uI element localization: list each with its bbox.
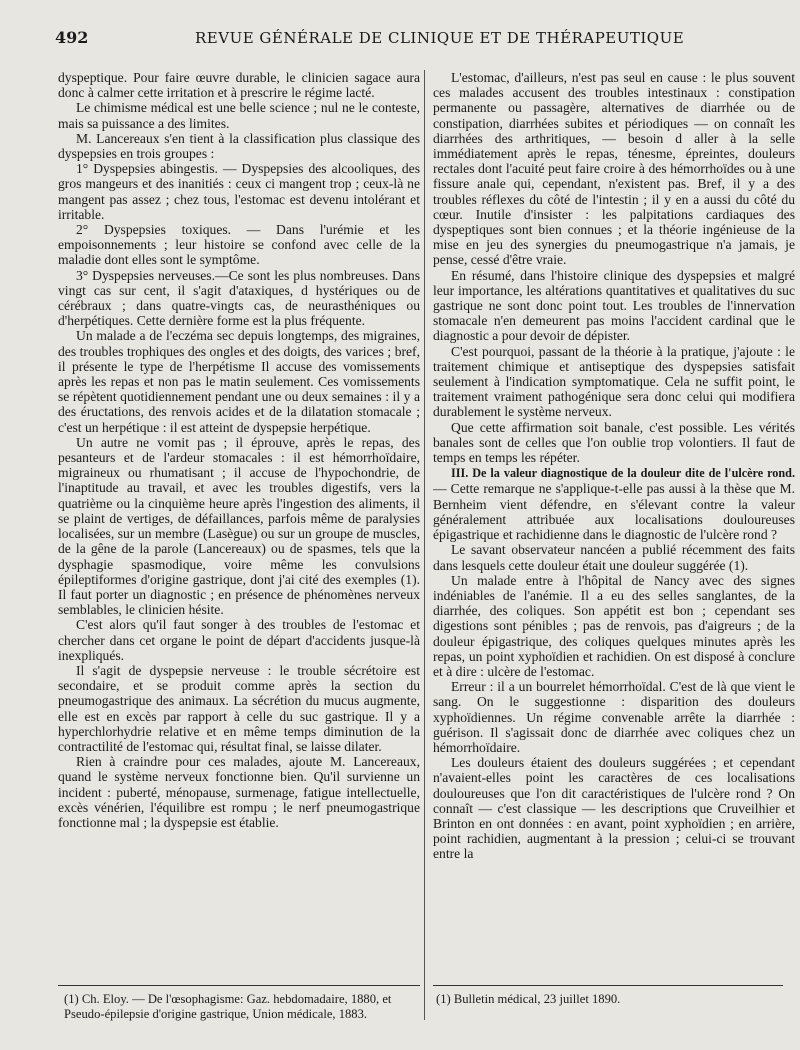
section-paragraph xyxy=(433,465,795,542)
paragraph: M. Lancereaux s'en tient à la classification plus classique des dyspepsies en trois groupes : xyxy=(58,130,420,162)
paragraph: Un malade entre à l'hôpital de Nancy avec des signes indéniables de l'anémie. Il a eu des selles sanglantes, de la diarrhée, des coliques. Son appétit est bon ; cependant ses digestions sont pénibles ; pas de renvois, pas d'aigreurs ; de la douleur épigastrique, des coliques quelques minutes après les repas, un point xyphoïdien et rachidien. On est disposé à conclure et à dire : ulcère de l'estomac. xyxy=(433,572,795,679)
column-divider xyxy=(424,70,425,1020)
paragraph: C'est alors qu'il faut songer à des troubles de l'estomac et chercher dans cet organe le point de départ d'accidents jusque-là inexpliqués. xyxy=(58,617,420,663)
paragraph: Erreur : il a un bourrelet hémorrhoïdal. C'est de là que vient le sang. On le suggestionne : disparition des douleurs xyphoïdiennes. Un régime convenable arrête la diarrhée : guérison. Il s'agissait donc de diarrhée avec coliques chez un hémorrhoïdaire. xyxy=(433,679,795,755)
paragraph: L'estomac, d'ailleurs, n'est pas seul en cause : le plus souvent ces malades accusent des troubles intestinaux : constipation permanente ou passagère, alternatives de diarrhée ou de constipation, diarrhées subites et périodiques — on connaît les diarrhées des arthritiques, — besoin d aller à la selle immédiatement après le repas, ténesme, épreintes, douleurs rectales dont l'acuité peut faire croire à des hémorrhoïdes ou à une fissure anale qui, cependant, n'existent pas. Bref, il y a des troubles réflexes du côté de l'intestin ; il y en a aussi du côté du cœur. Inutile d'insister : les palpitations cardiaques des dyspeptiques sont bien connues ; et la théorie ingénieuse de la mise en jeu des synergies du pneumogastrique n'a jamais, je pense, cessé d'être vraie. xyxy=(433,70,795,268)
left-column xyxy=(58,70,420,975)
footnote-rule-left xyxy=(58,985,420,986)
paragraph: En résumé, dans l'histoire clinique des dyspepsies et malgré leur importance, les altérations quantitatives et qualitatives du suc gastrique ne sont donc point tout. Les troubles de l'innervation stomacale n'en demeurent pas moins l'accident cardinal que le diagnostic a pour devoir de dépister. xyxy=(433,267,795,344)
paragraph: 3° Dyspepsies nerveuses.—Ce sont les plus nombreuses. Dans vingt cas sur cent, il s'agit d'ataxiques, d hystériques ou de cérébraux ; dans quatre-vingts cas, de neurasthéniques ou d'herpétiques. Cette dernière forme est la plus fréquente. xyxy=(58,267,420,329)
paragraph: C'est pourquoi, passant de la théorie à la pratique, j'ajoute : le traitement chimique et antiseptique des dyspepsies satisfait seulement à l'indication symptomatique. Cela ne suffit point, le traitement vraiment pathogénique sera donc celui qui modifiera durablement le système nerveux. xyxy=(433,343,795,420)
section-text: — Cette remarque ne s'applique-t-elle pas aussi à la thèse que M. Bernheim vient défendre, en s'élevant contre la valeur généralement attribuée aux localisations douloureuses épigastrique et rachidienne dans le diagnostic de l'ulcère rond ? xyxy=(433,481,795,543)
paragraph: 2° Dyspepsies toxiques. — Dans l'urémie et les empoisonnements ; leur histoire se confond avec celle de la maladie dont elles sont le symptôme. xyxy=(58,222,420,268)
paragraph: Le savant observateur nancéen a publié récemment des faits dans lesquels cette douleur était une douleur suggérée (1). xyxy=(433,542,795,573)
page-number: 492 xyxy=(55,28,89,47)
page-header xyxy=(55,26,785,56)
running-title: REVUE GÉNÉRALE DE CLINIQUE ET DE THÉRAPEUTIQUE xyxy=(195,29,685,47)
paragraph: dyspeptique. Pour faire œuvre durable, le clinicien sagace aura donc à calmer cette irritation et à prescrire le régime lacté. xyxy=(58,70,420,101)
paragraph: 1° Dyspepsies abingestis. — Dyspepsies des alcooliques, des gros mangeurs et des inanitiés : ceux ci mangent trop ; ceux-là ne mangent pas assez ; chez tous, l'estomac est devenu intolérant et irritable. xyxy=(58,161,420,222)
footnote-left: (1) Ch. Eloy. — De l'œsophagisme: Gaz. hebdomadaire, 1880, et Pseudo-épilepsie d'origine gastrique, Union médicale, 1883. xyxy=(64,992,392,1021)
paragraph: Les douleurs étaient des douleurs suggérées ; et cependant n'avaient-elles point les caractères de ces localisations douloureuses que l'on dit caractéristiques de l'ulcère rond ? On connaît — c'est classique — les descriptions que Cruveilhier et Brinton en ont données : en avant, point xyphoïdien ; en arrière, point rachidien, augmentant à la pression ; celui-ci se trouvant entre la xyxy=(433,755,795,862)
paragraph: Rien à craindre pour ces malades, ajoute M. Lancereaux, quand le système nerveux fonctionne bien. Qu'il survienne un incident : puberté, ménopause, surmenage, fatigue intellectuelle, excès vénérien, l'équilibre est rompu ; le nerf pneumogastrique fonctionne mal ; la dyspepsie est établie. xyxy=(58,754,420,830)
paragraph: Le chimisme médical est une belle science ; nul ne le conteste, mais sa puissance a des limites. xyxy=(58,100,420,131)
footnote-rule-right xyxy=(433,985,783,986)
paragraph: Que cette affirmation soit banale, c'est possible. Les vérités banales sont de celles que l'on oublie trop volontiers. Il faut de temps en temps les répéter. xyxy=(433,419,795,466)
footnote-right: (1) Bulletin médical, 23 juillet 1890. xyxy=(436,992,621,1006)
section-heading: III. De la valeur diagnostique de la douleur dite de l'ulcère rond. xyxy=(451,466,795,481)
paragraph: Un malade a de l'eczéma sec depuis longtemps, des migraines, des troubles trophiques des ongles et des doigts, des varices ; bref, il présente le type de l'herpétisme Il accuse des vomissements après les repas et non pas le matin seulement. Ces vomissements se répètent quotidiennement pendant une ou deux semaines : il y a des éructations, des renvois acides et de la dilatation stomacale ; c'est un herpétique : il est atteint de dyspepsie herpétique. xyxy=(58,328,420,435)
paragraph: Il s'agit de dyspepsie nerveuse : le trouble sécrétoire est secondaire, et se produit comme après la section du pneumogastrique des animaux. La sécrétion du mucus augmente, elle est en excès par rapport à celle du suc gastrique. Il y a hyperchlorhydrie relative et en même temps diminution de la contractilité de l'estomac qui, résultat final, se laisse dilater. xyxy=(58,662,420,754)
right-column xyxy=(433,70,795,975)
paragraph: Un autre ne vomit pas ; il éprouve, après le repas, des pesanteurs et de l'ardeur stomacales : il est hémorrhoïdaire, migraineux ou rhumatisant ; il accuse de l'hypochondrie, de l'inaptitude au travail, et avec les troubles digestifs, vers la quatrième ou la cinquième heure après l'ingestion des aliments, il se plaint de vertiges, de défaillances, parfois même de paralysies localisées, sur un membre (Lasègue) ou sur un groupe de muscles, de la gêne de la parole (Lancereaux) ou de spasmes, tels que la dysphagie spasmodique, voire même les convulsions épileptiformes d'origine gastrique, dont j'ai cité des exemples (1). Il faut porter un diagnostic ; en présence de phénomènes nerveux semblables, le clinicien hésite. xyxy=(58,434,420,618)
